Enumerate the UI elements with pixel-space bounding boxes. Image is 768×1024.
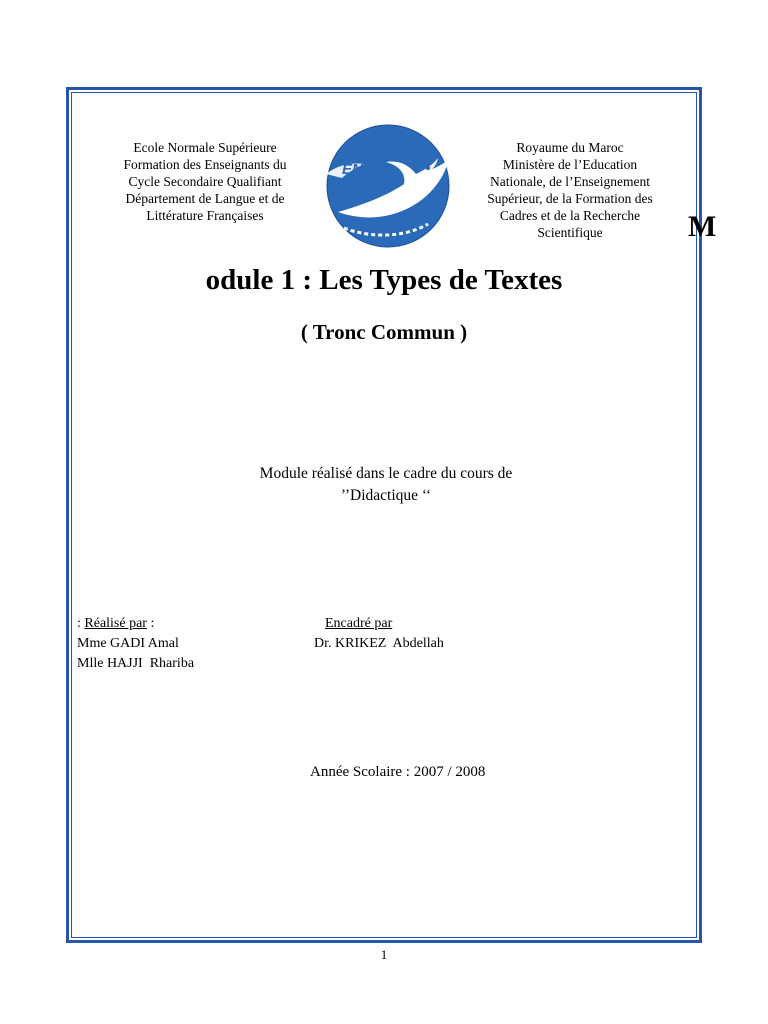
supervisor-name: Dr. KRIKEZ Abdellah (314, 636, 444, 651)
logo-text: ENS (342, 161, 373, 178)
ens-logo (320, 124, 456, 248)
authors-suffix: : (146, 616, 155, 631)
course-line: ’’Didactique ‘‘ (340, 487, 432, 504)
school-info-line: Département de Langue et de (125, 191, 285, 206)
ministry-info-line: Royaume du Maroc (516, 140, 624, 155)
supervisor-label: Encadré par (325, 616, 393, 631)
course-line: Module réalisé dans le cadre du cours de (259, 465, 513, 482)
ministry-info-line: Cadres et de la Recherche (499, 208, 641, 223)
authors-block (77, 614, 194, 674)
page-number: 1 (380, 947, 388, 962)
course-description (200, 463, 572, 507)
school-info-line: Formation des Enseignants du (123, 157, 287, 172)
ministry-info-line: Supérieur, de la Formation des (487, 191, 653, 206)
authors-prefix: : (77, 616, 85, 631)
stray-letter: M (688, 210, 717, 243)
authors-label: Réalisé par (84, 616, 147, 631)
authors-heading (77, 614, 194, 634)
school-info (100, 139, 310, 224)
school-info-line: Ecole Normale Supérieure (133, 140, 277, 155)
ministry-info-line: Scientifique (537, 225, 603, 240)
supervisor-block (314, 614, 444, 654)
ministry-info-line: Ministère de l’Education (502, 157, 638, 172)
school-info-line: Littérature Françaises (146, 208, 264, 223)
school-year: Année Scolaire : 2007 / 2008 (310, 764, 486, 780)
school-info-line: Cycle Secondaire Qualifiant (128, 174, 282, 189)
ministry-info (468, 139, 672, 241)
ministry-info-line: Nationale, de l’Enseignement (489, 174, 651, 189)
author-name: Mme GADI Amal (77, 636, 179, 651)
document-title: odule 1 : Les Types de Textes (205, 264, 563, 296)
author-name: Mlle HAJJI Rhariba (77, 656, 195, 671)
document-subtitle: ( Tronc Commun ) (300, 320, 468, 344)
